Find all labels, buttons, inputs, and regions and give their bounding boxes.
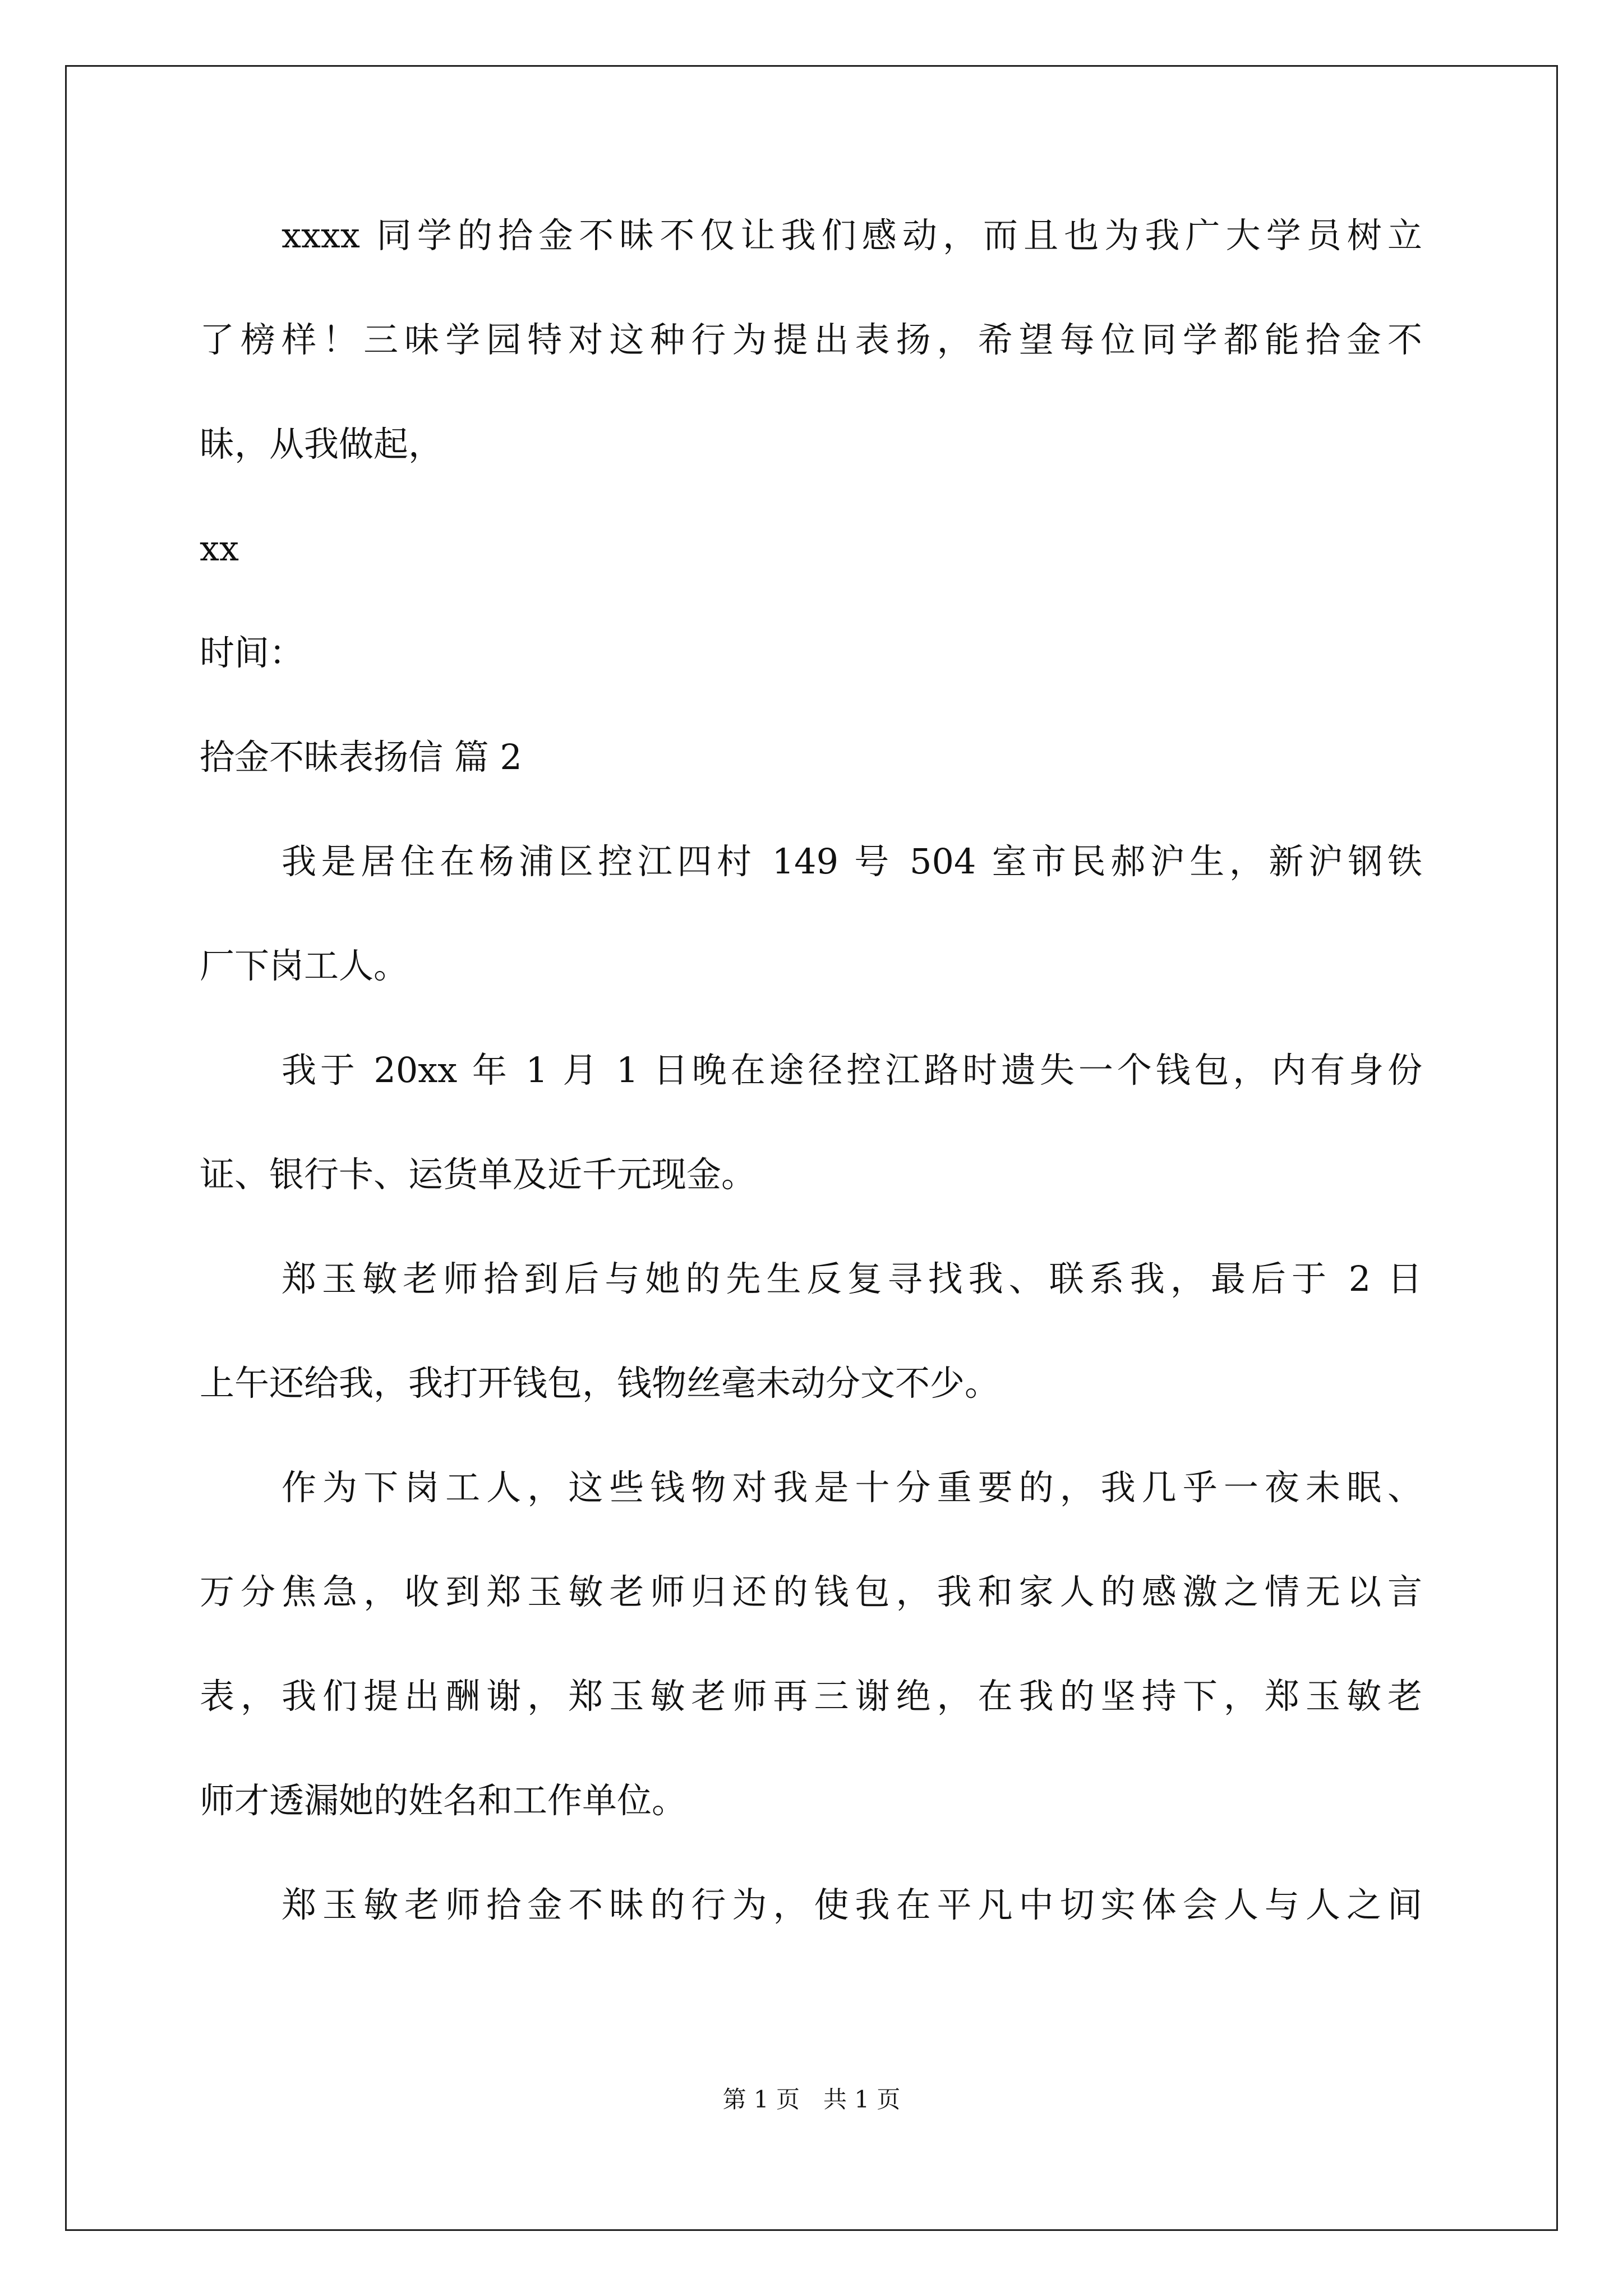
paragraph-5-line-1: 作为下岗工人，这些钱物对我是十分重要的，我几乎一夜未眠、 [282, 1467, 1422, 1508]
paragraph-2-line-2: 厂下岗工人。 [200, 945, 409, 986]
section-heading: 拾金不昧表扬信 篇 2 [200, 737, 522, 777]
signature-name: xx [200, 528, 239, 569]
paragraph-3-line-2: 证、银行卡、运货单及近千元现金。 [200, 1154, 757, 1195]
paragraph-5-line-3: 表，我们提出酬谢，郑玉敏老师再三谢绝，在我的坚持下，郑玉敏老 [200, 1676, 1422, 1717]
paragraph-1-line-1: xxxx 同学的拾金不昧不仅让我们感动，而且也为我广大学员树立 [282, 215, 1422, 256]
paragraph-1-line-3: 昧，从我做起， [200, 424, 444, 464]
paragraph-1-line-2: 了榜样！三味学园特对这种行为提出表扬，希望每位同学都能拾金不 [200, 319, 1422, 360]
paragraph-4-line-2: 上午还给我，我打开钱包，钱物丝毫未动分文不少。 [200, 1363, 1000, 1404]
paragraph-5-line-2: 万分焦急，收到郑玉敏老师归还的钱包，我和家人的感激之情无以言 [200, 1571, 1422, 1612]
paragraph-6-line-1: 郑玉敏老师拾金不昧的行为，使我在平凡中切实体会人与人之间 [282, 1884, 1422, 1925]
page-number: 第 1 页 共 1 页 [722, 2086, 901, 2113]
paragraph-2-line-1: 我是居住在杨浦区控江四村 149 号 504 室市民郝沪生，新沪钢铁 [282, 841, 1422, 882]
signature-date: 时间： [200, 632, 305, 673]
paragraph-4-line-1: 郑玉敏老师拾到后与她的先生反复寻找我、联系我，最后于 2 日 [282, 1258, 1422, 1299]
paragraph-3-line-1: 我于 20xx 年 1 月 1 日晚在途径控江路时遗失一个钱包，内有身份 [282, 1050, 1422, 1091]
paragraph-5-line-4: 师才透漏她的姓名和工作单位。 [200, 1780, 687, 1821]
